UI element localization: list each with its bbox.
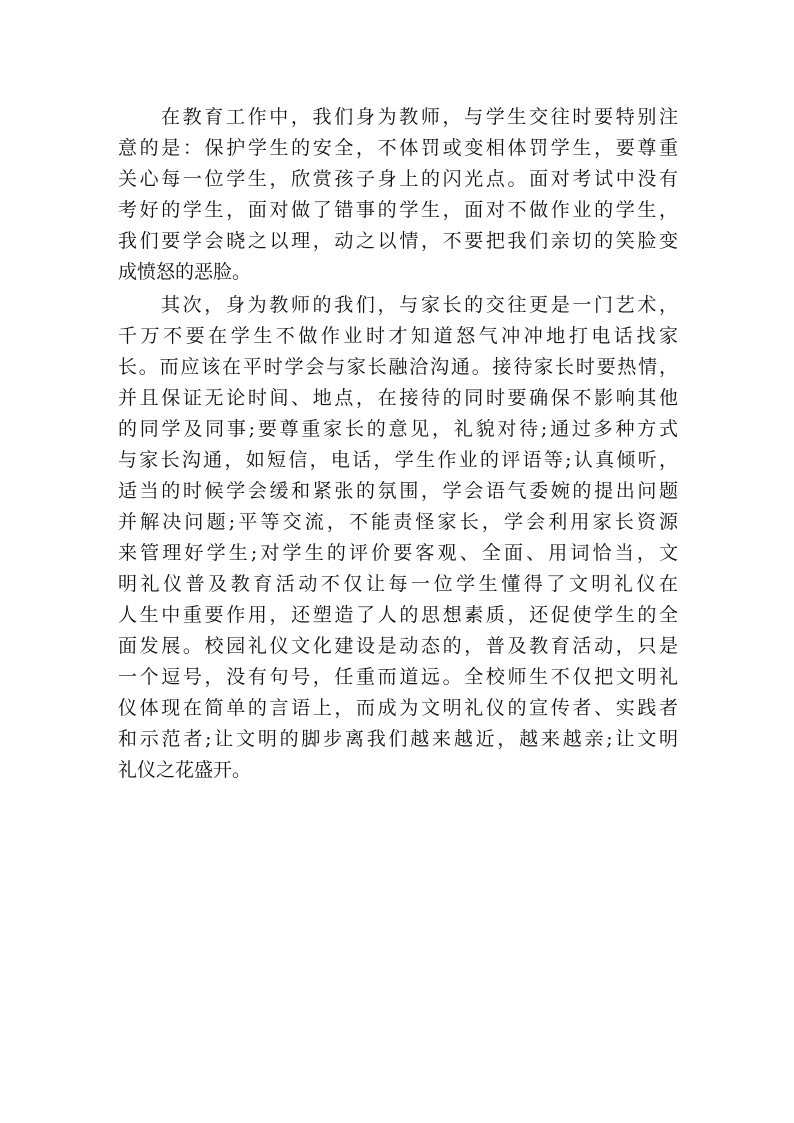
text-line: 礼仪之花盛开。 [118,759,252,781]
text-line: 人生中重要作用，还塑造了人的思想素质，还促使学生的全 [118,604,678,626]
paragraph-teacher-student [118,102,678,288]
text-line: 并且保证无论时间、地点，在接待的同时要确保不影响其他 [118,387,678,409]
text-line: 仪体现在简单的言语上，而成为文明礼仪的宣传者、实践者 [118,697,678,719]
text-line: 适当的时候学会缓和紧张的氛围，学会语气委婉的提出问题 [118,480,678,502]
text-line: 考好的学生，面对做了错事的学生，面对不做作业的学生， [118,199,678,221]
text-line: 关心每一位学生，欣赏孩子身上的闪光点。面对考试中没有 [118,168,678,190]
text-line: 在教育工作中，我们身为教师，与学生交往时要特别注 [161,106,678,128]
text-line: 一个逗号，没有句号，任重而道远。全校师生不仅把文明礼 [118,666,678,688]
text-line: 面发展。校园礼仪文化建设是动态的，普及教育活动，只是 [118,635,678,657]
text-line: 并解决问题;平等交流，不能责怪家长，学会利用家长资源 [118,511,678,533]
text-line: 与家长沟通，如短信，电话，学生作业的评语等;认真倾听， [118,449,678,471]
text-line: 千万不要在学生不做作业时才知道怒气冲冲地打电话找家 [118,325,678,347]
text-line: 来管理好学生;对学生的评价要客观、全面、用词恰当，文 [118,542,678,564]
text-line: 成愤怒的恶脸。 [118,261,252,283]
text-line: 其次，身为教师的我们，与家长的交往更是一门艺术， [161,294,678,316]
text-line: 长。而应该在平时学会与家长融洽沟通。接待家长时要热情， [118,356,678,378]
document-body [118,102,678,786]
text-line: 的同学及同事;要尊重家长的意见，礼貌对待;通过多种方式 [118,418,678,440]
text-line: 和示范者;让文明的脚步离我们越来越近，越来越亲;让文明 [118,728,678,750]
text-line: 我们要学会晓之以理，动之以情，不要把我们亲切的笑脸变 [118,230,678,252]
text-line: 明礼仪普及教育活动不仅让每一位学生懂得了文明礼仪在 [118,573,678,595]
text-line: 意的是：保护学生的安全，不体罚或变相体罚学生，要尊重 [118,137,678,159]
paragraph-teacher-parent [118,290,678,786]
